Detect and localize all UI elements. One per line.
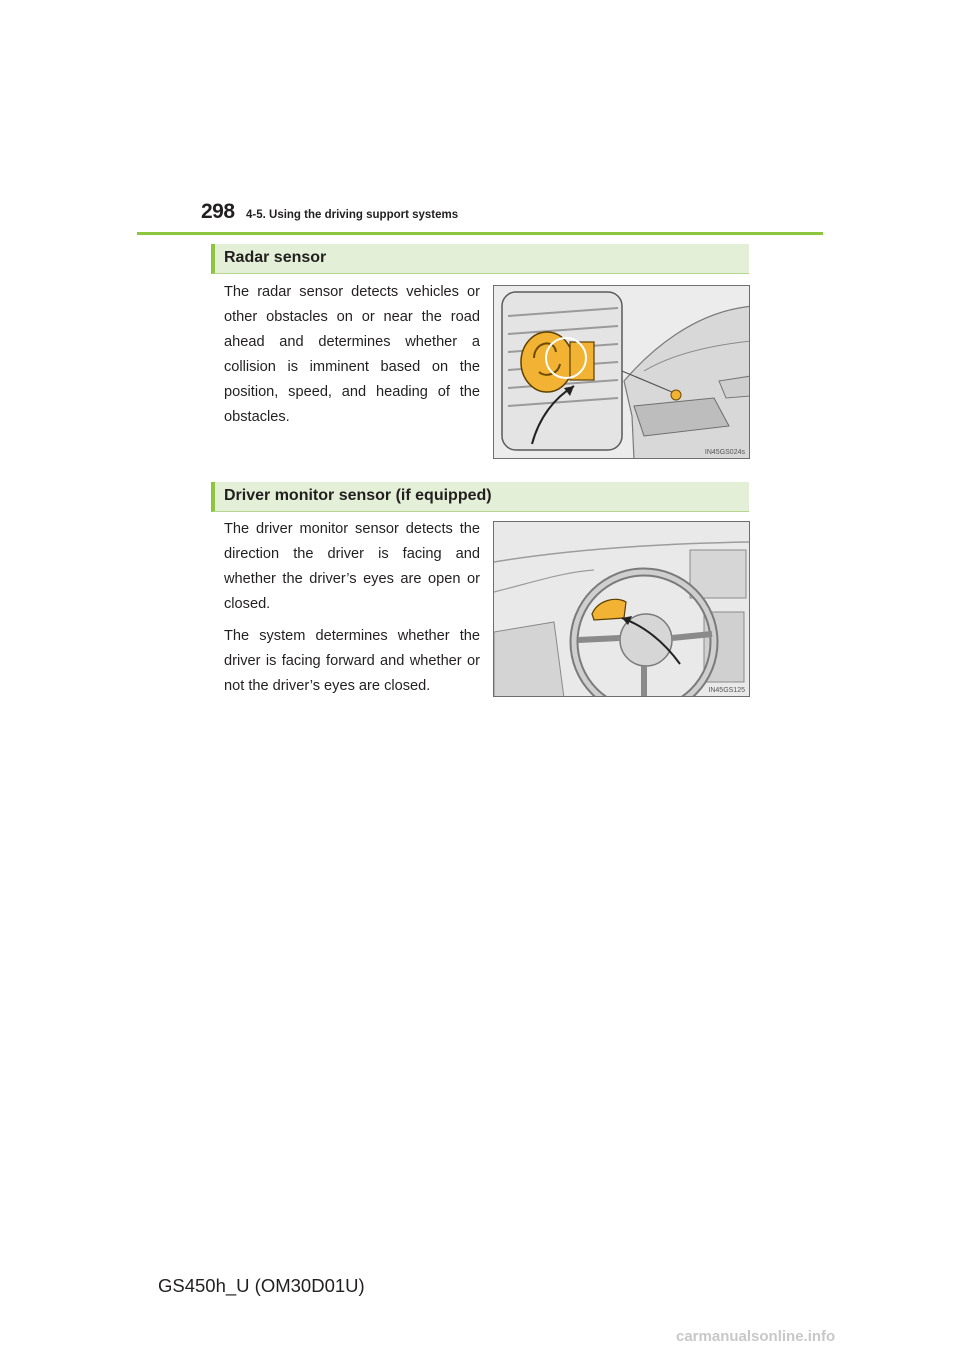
driver-monitor-system-description: The system determines whether the driver is facing forward and whether or not the driver’s eyes are closed. bbox=[224, 628, 480, 694]
driver-monitor-heading bbox=[211, 482, 749, 512]
driver-figure-code: IN45GS125 bbox=[708, 687, 745, 694]
radar-sensor-heading bbox=[211, 244, 749, 274]
watermark: carmanualsonline.info bbox=[676, 1328, 836, 1345]
driver-monitor-drawing bbox=[494, 522, 750, 697]
model-code-footer: GS450h_U (OM30D01U) bbox=[158, 1275, 365, 1296]
driver-monitor-illustration bbox=[493, 521, 750, 697]
section-title: 4-5. Using the driving support systems bbox=[246, 209, 459, 221]
header-divider bbox=[137, 232, 823, 235]
radar-sensor-description: The radar sensor detects vehicles or other obstacles on or near the road ahead and determines whether a collision is imminent based on the position, speed, and heading of the obstacles. bbox=[224, 284, 480, 425]
page-number: 298 bbox=[201, 200, 235, 223]
radar-sensor-drawing bbox=[494, 286, 750, 459]
driver-monitor-heading-text: Driver monitor sensor (if equipped) bbox=[224, 487, 492, 504]
radar-sensor-illustration bbox=[493, 285, 750, 459]
radar-sensor-heading-text: Radar sensor bbox=[224, 249, 327, 266]
driver-monitor-description: The driver monitor sensor detects the direction the driver is facing and whether the driver’s eyes are open or closed. bbox=[224, 521, 480, 612]
radar-figure-code: IN45GS024s bbox=[704, 449, 745, 456]
